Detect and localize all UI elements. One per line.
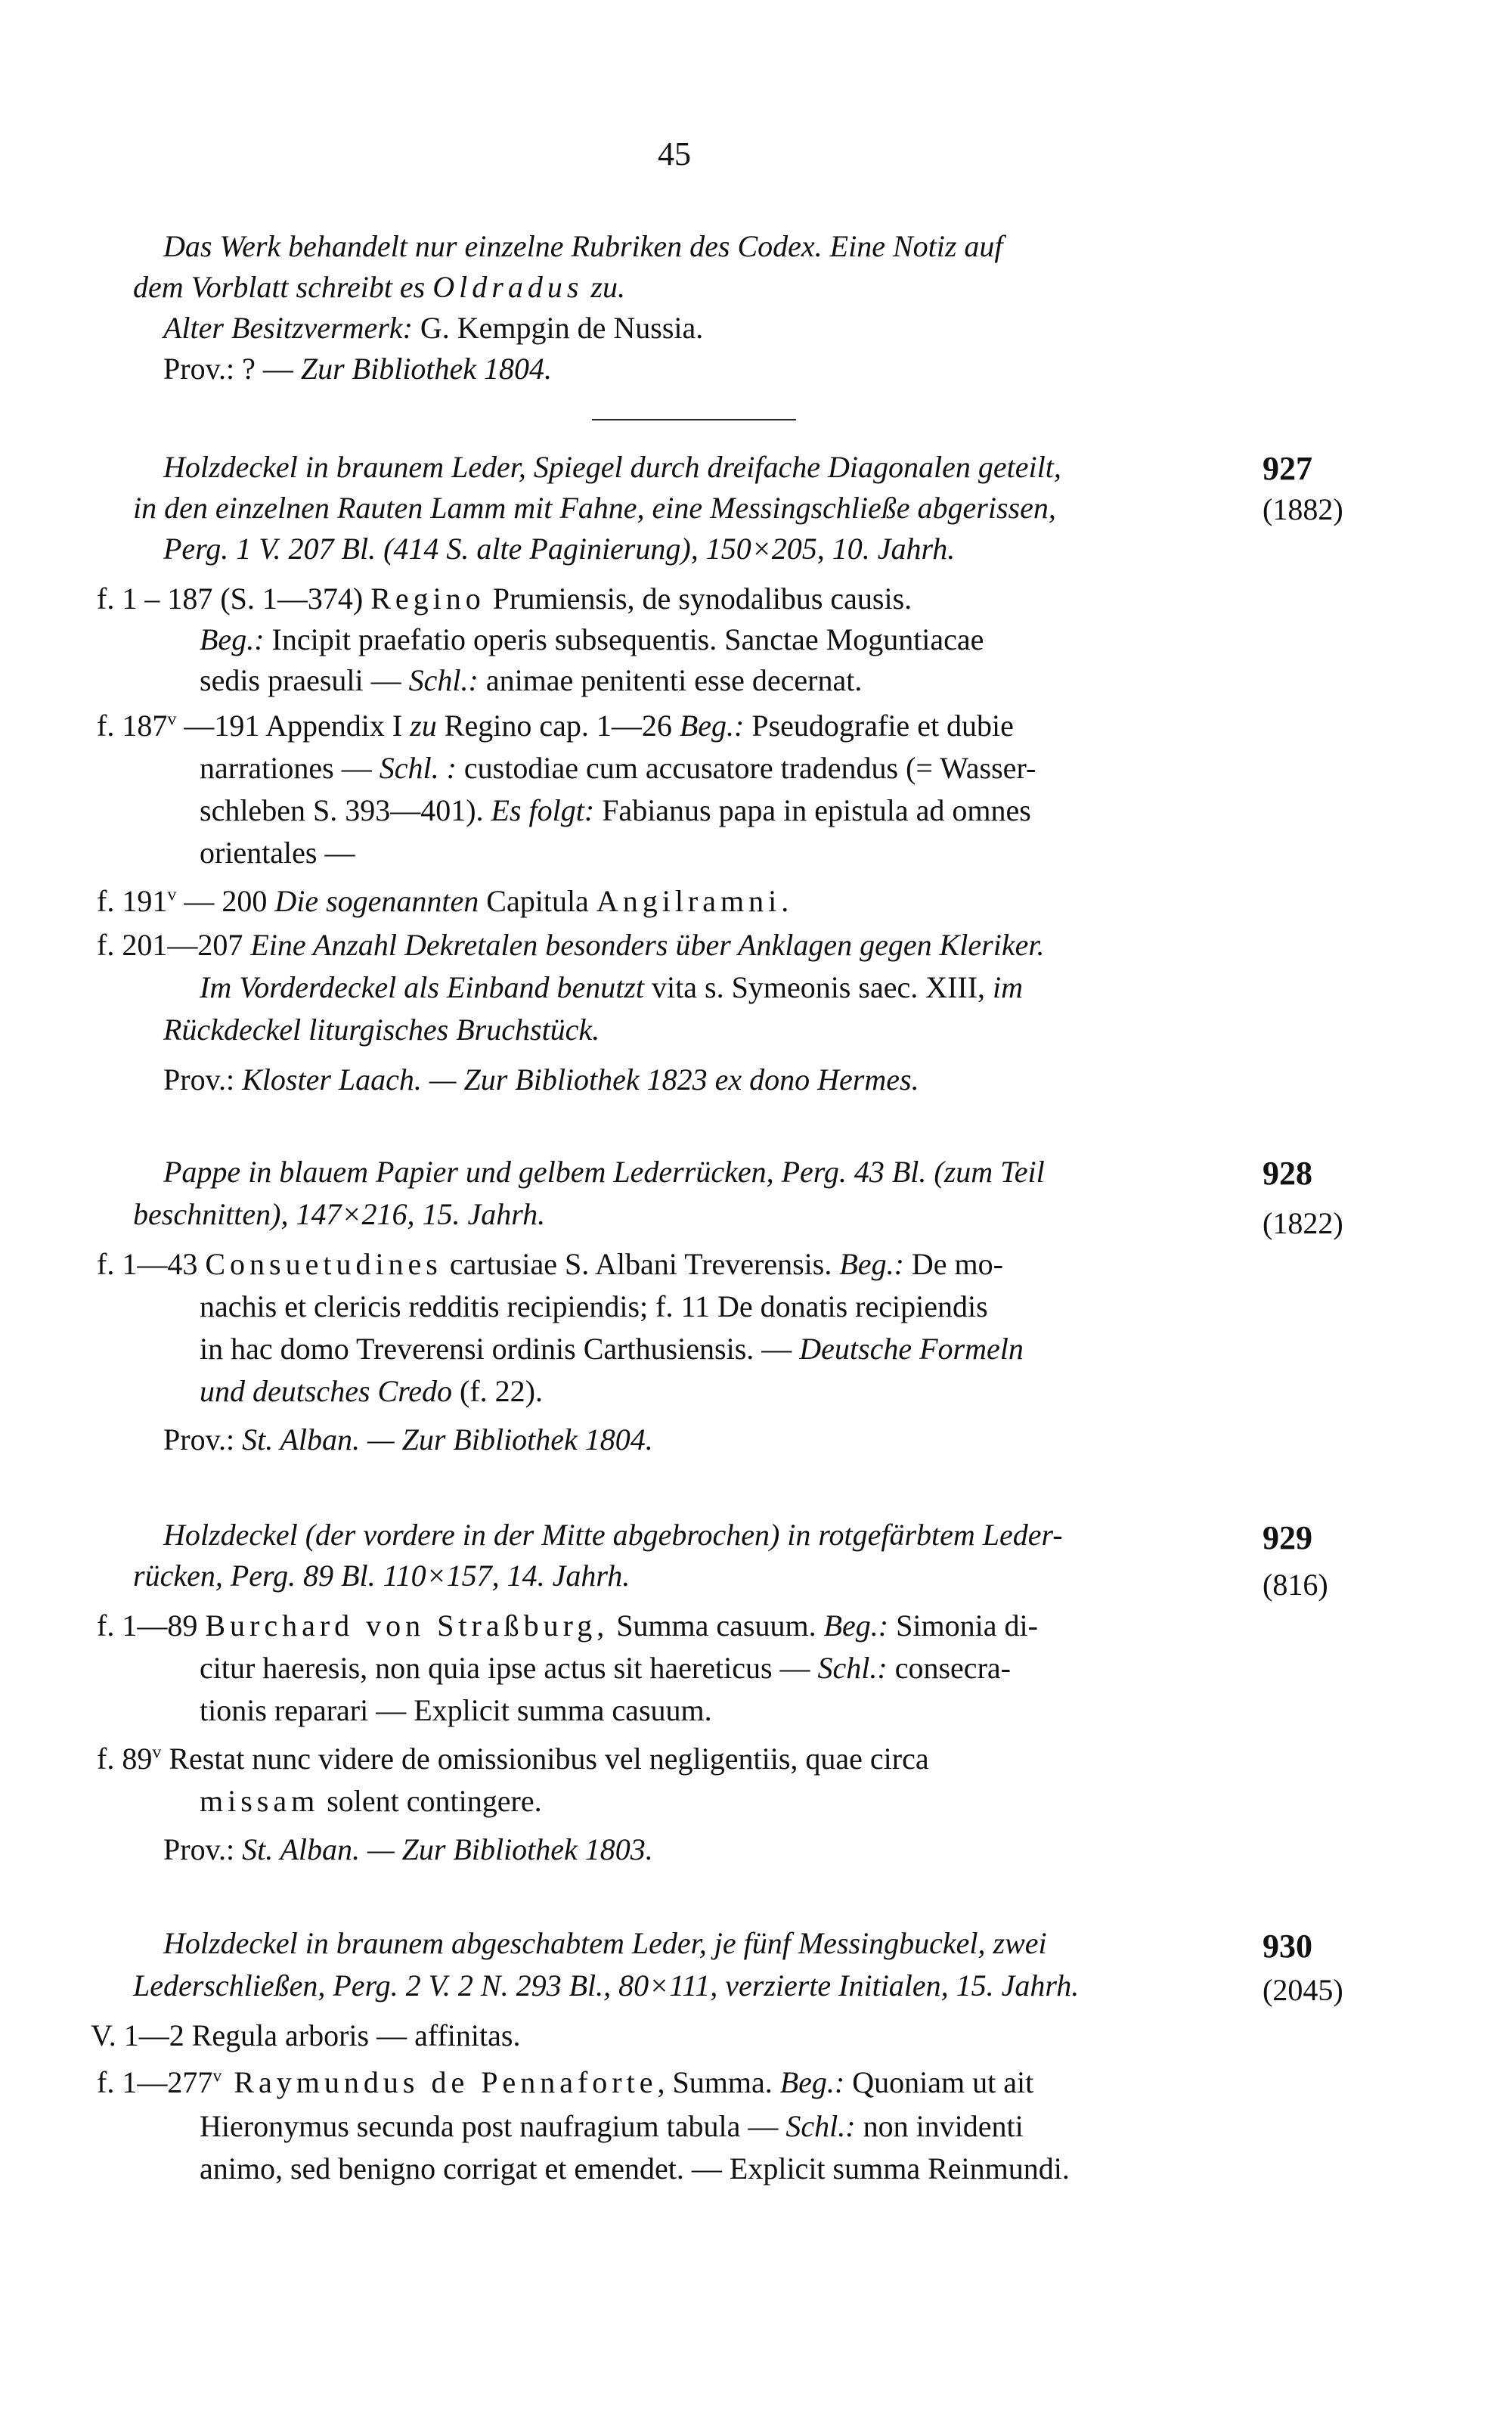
entry-number: 929: [1263, 1519, 1312, 1556]
content-line: citur haeresis, non quia ipse actus sit haereticus — Schl.: consecra-: [200, 1651, 1011, 1685]
page-number: 45: [658, 135, 691, 172]
binding-description-line: beschnitten), 147×216, 15. Jahrh.: [133, 1197, 546, 1231]
intro-line-4: Prov.: ? — Zur Bibliothek 1804.: [163, 352, 553, 386]
content-line: f. 187$^v$ —191 Appendix I zu Regino cap. 1—26 Beg.: Pseudografie et dubie: [97, 709, 1014, 743]
entry-number: 928: [1263, 1155, 1312, 1192]
binding-description-line: Perg. 1 V. 207 Bl. (414 S. alte Paginierung), 150×205, 10. Jahrh.: [163, 532, 956, 566]
binding-description-line: Holzdeckel in braunem Leder, Spiegel durch dreifache Diagonalen geteilt,: [163, 450, 1061, 484]
binding-description-line: Pappe in blauem Papier und gelbem Lederrücken, Perg. 43 Bl. (zum Teil: [163, 1155, 1045, 1189]
content-line: f. 191$^v$ — 200 Die sogenannten Capitula Angilramni.: [97, 884, 794, 918]
content-line: und deutsches Credo (f. 22).: [200, 1374, 543, 1408]
entry-number: 930: [1263, 1928, 1312, 1965]
binding-description-line: rücken, Perg. 89 Bl. 110×157, 14. Jahrh.: [133, 1559, 631, 1593]
entry-signature: (2045): [1263, 1973, 1343, 2007]
content-line: f. 1 – 187 (S. 1—374) Regino Prumiensis, de synodalibus causis.: [97, 582, 912, 616]
content-line: missam solent contingere.: [200, 1784, 542, 1818]
entry-signature: (816): [1263, 1568, 1328, 1602]
content-line: f. 1—43 Consuetudines cartusiae S. Albani Treverensis. Beg.: De mo-: [97, 1247, 1003, 1281]
content-line: f. 1—277$^v$ Raymundus de Pennaforte, Summa. Beg.: Quoniam ut ait: [97, 2065, 1034, 2099]
binding-description-line: Holzdeckel in braunem abgeschabtem Leder, je fünf Messingbuckel, zwei: [163, 1926, 1047, 1960]
intro-line-3: Alter Besitzvermerk: G. Kempgin de Nussia.: [163, 311, 704, 345]
binding-description-line: Holzdeckel (der vordere in der Mitte abgebrochen) in rotgefärbtem Leder-: [163, 1518, 1063, 1552]
content-line: f. 1—89 Burchard von Straßburg, Summa casuum. Beg.: Simonia di-: [97, 1608, 1038, 1643]
entry-signature: (1822): [1263, 1206, 1343, 1240]
intro-line-1: Das Werk behandelt nur einzelne Rubriken des Codex. Eine Notiz auf: [163, 229, 1003, 263]
content-line: Rückdeckel liturgisches Bruchstück.: [163, 1013, 600, 1047]
separator-rule: [592, 419, 796, 420]
content-line: f. 201—207 Eine Anzahl Dekretalen besonders über Anklagen gegen Kleriker.: [97, 928, 1045, 962]
content-line: narrationes — Schl. : custodiae cum accusatore tradendus (= Wasser-: [200, 751, 1036, 785]
provenance-line: Prov.: St. Alban. — Zur Bibliothek 1803.: [163, 1832, 653, 1866]
content-line: Im Vorderdeckel als Einband benutzt vita s. Symeonis saec. XIII, im: [200, 970, 1024, 1004]
content-line: Hieronymus secunda post naufragium tabula — Schl.: non invidenti: [200, 2109, 1024, 2143]
provenance-line: Prov.: Kloster Laach. — Zur Bibliothek 1823 ex dono Hermes.: [163, 1062, 919, 1097]
entry-signature: (1882): [1263, 492, 1343, 526]
content-line: Beg.: Incipit praefatio operis subsequentis. Sanctae Moguntiacae: [200, 622, 984, 656]
intro-line-2: dem Vorblatt schreibt es Oldradus zu.: [133, 270, 625, 304]
content-line: orientales —: [200, 836, 355, 870]
binding-description-line: in den einzelnen Rauten Lamm mit Fahne, eine Messingschließe abgerissen,: [133, 491, 1056, 525]
content-line: schleben S. 393—401). Es folgt: Fabianus papa in epistula ad omnes: [200, 793, 1031, 827]
content-line: V. 1—2 Regula arboris — affinitas.: [91, 2018, 521, 2052]
content-line: sedis praesuli — Schl.: animae penitenti esse decernat.: [200, 663, 863, 697]
content-line: animo, sed benigno corrigat et emendet. — Explicit summa Reinmundi.: [200, 2151, 1070, 2185]
entry-number: 927: [1263, 450, 1312, 487]
content-line: f. 89$^v$ Restat nunc videre de omissionibus vel negligentiis, quae circa: [97, 1742, 929, 1776]
content-line: in hac domo Treverensi ordinis Carthusiensis. — Deutsche Formeln: [200, 1332, 1024, 1366]
content-line: nachis et clericis redditis recipiendis; f. 11 De donatis recipiendis: [200, 1289, 988, 1323]
content-line: tionis reparari — Explicit summa casuum.: [200, 1693, 712, 1727]
provenance-line: Prov.: St. Alban. — Zur Bibliothek 1804.: [163, 1422, 653, 1456]
binding-description-line: Lederschließen, Perg. 2 V. 2 N. 293 Bl., 80×111, verzierte Initialen, 15. Jahrh.: [133, 1968, 1080, 2002]
